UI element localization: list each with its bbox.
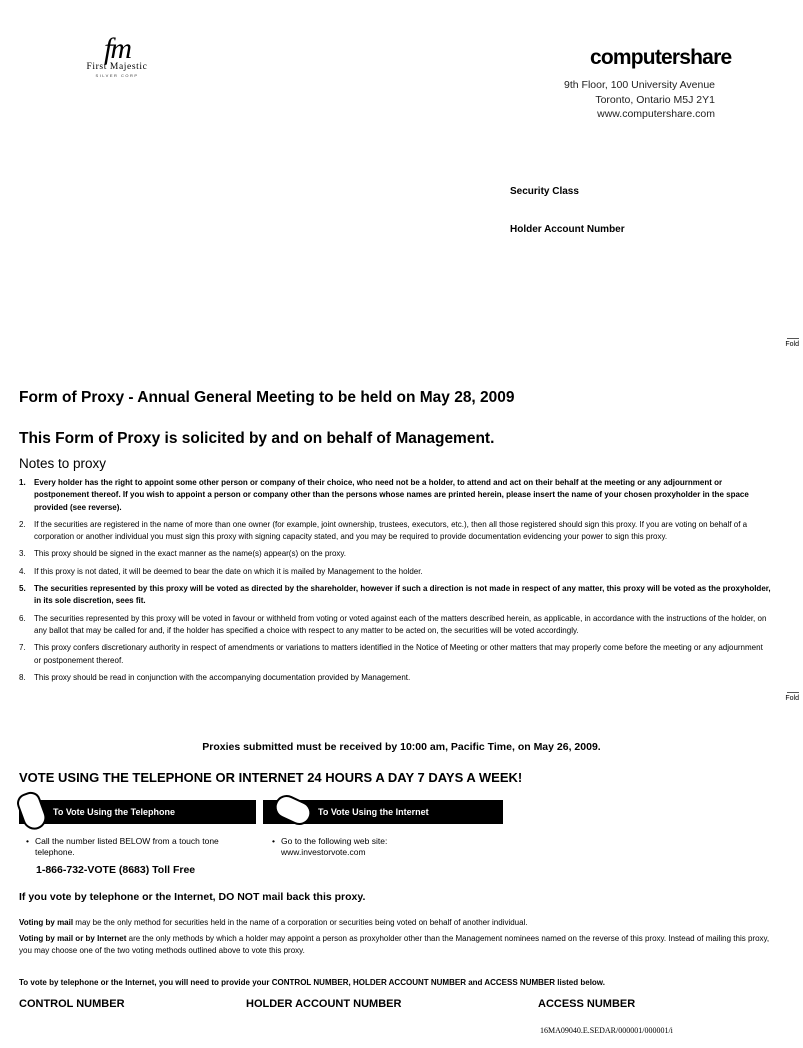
mail-warning: If you vote by telephone or the Internet, DO NOT mail back this proxy. <box>19 891 366 903</box>
telephone-icon <box>14 789 50 833</box>
note-number: 2. <box>19 519 26 529</box>
note-item <box>19 583 771 608</box>
fold-label: Fold <box>785 695 799 702</box>
first-majestic-monogram: fm <box>104 32 130 65</box>
note-number: 5. <box>19 584 26 594</box>
note-text: Every holder has the right to appoint some other person or company of their choice, who need not be a holder, to attend and act on their behalf at the meeting or any adjournment or postponement thereof. If you wish to appoint a person or company other than the persons whose names are printed herein, please insert the name of your chosen proxyholder in the space provided (see reverse). <box>34 478 749 512</box>
proxy-deadline: Proxies submitted must be received by 10:00 am, Pacific Time, on May 26, 2009. <box>202 741 601 753</box>
notes-list <box>19 477 771 689</box>
required-numbers-note: To vote by telephone or the Internet, you will need to provide your CONTROL NUMBER, HOLDER ACCOUNT NUMBER and ACCESS NUMBER listed below. <box>19 978 605 987</box>
note-text: The securities represented by this proxy will be voted as directed by the shareholder, however if such a direction is not made in respect of any matter, this proxy will be voted as the proxyholder, in its sole discretion, sees fit. <box>34 584 771 606</box>
internet-bar-label: To Vote Using the Internet <box>318 807 429 817</box>
fold-mark-top <box>785 338 799 348</box>
vote-heading: VOTE USING THE TELEPHONE OR INTERNET 24 HOURS A DAY 7 DAYS A WEEK! <box>19 770 523 785</box>
note-number: 7. <box>19 643 26 653</box>
computershare-wordmark: computershare <box>590 46 732 69</box>
internet-vote-site[interactable]: www.investorvote.com <box>281 847 366 857</box>
note-text: This proxy should be read in conjunction with the accompanying documentation provided by Management. <box>34 672 411 682</box>
note-item <box>19 519 771 544</box>
internet-instruction-text: Go to the following web site: <box>281 836 388 846</box>
form-title: Form of Proxy - Annual General Meeting to be held on May 28, 2009 <box>19 389 515 406</box>
fold-mark-bottom <box>785 692 799 702</box>
note-text: If the securities are registered in the name of more than one owner (for example, joint ownership, trustees, executors, etc.), then all those registered should sign this proxy. If you are voting on behalf of a corporation or another individual you must sign this proxy with signing capacity stated, and you may be required to provide documentation evidencing your power to sign this proxy. <box>34 519 748 542</box>
note-number: 6. <box>19 613 26 623</box>
first-majestic-subtitle: SILVER CORP <box>95 73 139 78</box>
note-text: This proxy confers discretionary authority in respect of amendments or variations to matters identified in the Notice of Meeting or other matters that may properly come before the meeting or any adjournment or postponement thereof. <box>34 643 763 665</box>
form-subtitle: This Form of Proxy is solicited by and on behalf of Management. <box>19 430 495 447</box>
mail-voting-lead: Voting by mail or by Internet <box>19 934 127 943</box>
note-text: This proxy should be signed in the exact manner as the name(s) appear(s) on the proxy. <box>34 549 347 559</box>
computershare-logo <box>590 42 731 71</box>
access-number-label: ACCESS NUMBER <box>538 998 636 1010</box>
note-item <box>19 548 771 560</box>
mail-voting-paragraph-1 <box>19 917 779 929</box>
address-website: www.computershare.com <box>597 108 715 120</box>
notes-heading: Notes to proxy <box>19 456 107 471</box>
first-majestic-logo <box>78 32 156 79</box>
mail-voting-lead: Voting by mail <box>19 918 74 927</box>
telephone-bar-label: To Vote Using the Telephone <box>53 807 176 817</box>
mail-voting-paragraph-2 <box>19 933 779 956</box>
note-item <box>19 672 771 684</box>
note-item <box>19 566 771 578</box>
telephone-instruction <box>26 836 245 858</box>
note-number: 1. <box>19 478 26 487</box>
holder-account-number-label: Holder Account Number <box>510 224 625 235</box>
note-item <box>19 642 771 667</box>
address-line-1: 9th Floor, 100 University Avenue <box>564 79 715 91</box>
bullet-icon: • <box>272 836 275 846</box>
telephone-vote-number: 1-866-732-VOTE (8683) Toll Free <box>36 864 196 876</box>
note-number: 4. <box>19 566 26 576</box>
note-text: If this proxy is not dated, it will be deemed to bear the date on which it is mailed by Management to the holder. <box>34 566 423 576</box>
note-number: 3. <box>19 549 26 559</box>
first-majestic-name: First Majestic <box>86 62 148 72</box>
control-number-label: CONTROL NUMBER <box>19 998 125 1010</box>
document-reference-code: 16MA09040.E.SEDAR/000001/000001/i <box>540 1026 673 1035</box>
note-text: The securities represented by this proxy will be voted in favour or withheld from voting or voted against each of the matters described herein, as applicable, in accordance with the instructions of the holder, on any ballot that may be called for and, if the holder has specified a choice with respect to any matter to be acted on, the securities will be voted accordingly. <box>34 613 767 635</box>
fold-label: Fold <box>785 341 799 348</box>
note-item <box>19 477 771 514</box>
computershare-address <box>564 78 715 122</box>
security-class-label: Security Class <box>510 186 579 197</box>
fold-rule <box>787 338 799 339</box>
internet-instruction <box>272 836 491 858</box>
address-line-2: Toronto, Ontario M5J 2Y1 <box>595 93 715 106</box>
mail-voting-text: are the only methods by which a holder may appoint a person as proxyholder other than the Management nominees named on the reverse of this proxy. Instead of mailing this proxy, you may choose one of the two voting methods outlined above to vote this proxy. <box>19 934 770 955</box>
telephone-vote-bar <box>19 800 256 824</box>
mail-voting-text: may be the only method for securities held in the name of a corporation or securities being voted on behalf of another individual. <box>73 918 528 927</box>
telephone-instruction-text: Call the number listed BELOW from a touch tone telephone. <box>35 836 219 857</box>
bullet-icon: • <box>26 836 29 846</box>
note-number: 8. <box>19 672 26 682</box>
fold-rule <box>787 692 799 693</box>
note-item <box>19 613 771 638</box>
holder-account-number-field-label: HOLDER ACCOUNT NUMBER <box>246 998 402 1010</box>
